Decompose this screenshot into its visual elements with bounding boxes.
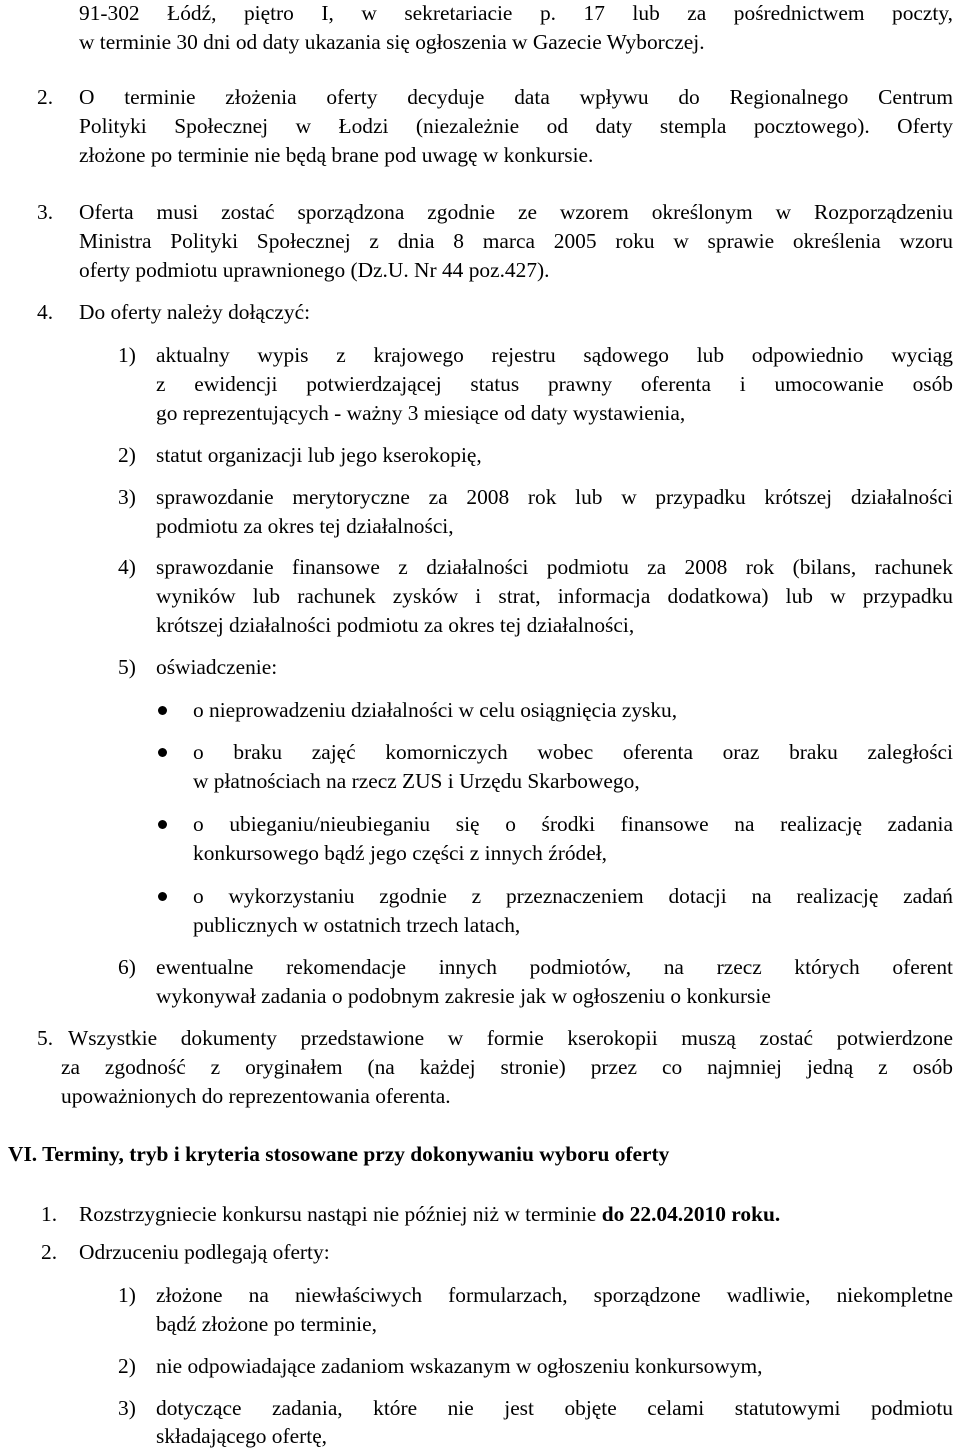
text-line: publicznych w ostatnich trzech latach, (193, 913, 521, 937)
section-heading: VI. Terminy, tryb i kryteria stosowane przy dokonywaniu wyboru oferty (8, 1142, 670, 1166)
list-number: 2) (118, 443, 136, 467)
text-line: Odrzuceniu podlegają oferty: (79, 1240, 330, 1264)
paragraph-number: 3. (37, 200, 54, 224)
text-line: o braku zajęć komorniczych wobec oferenta oraz braku zaległości (193, 740, 953, 764)
text-line: ewentualne rekomendacje innych podmiotów, na rzecz których oferent (156, 955, 953, 979)
text-line: Oferta musi zostać sporządzona zgodnie ze wzorem określonym w Rozporządzeniu (79, 200, 953, 224)
text-line: bądź złożone po terminie, (156, 1312, 377, 1336)
text-line: w terminie 30 dni od daty ukazania się ogłoszenia w Gazecie Wyborczej. (79, 30, 705, 54)
bullet-icon (158, 820, 167, 829)
list-number: 3) (118, 1396, 136, 1420)
text-line: go reprezentujących - ważny 3 miesiące od daty wystawienia, (156, 401, 686, 425)
text-line: z ewidencji potwierdzającej status prawny oferenta i umocowanie osób (156, 372, 953, 396)
paragraph-number: 2. (41, 1240, 58, 1264)
paragraph-number: 4. (37, 300, 54, 324)
text-line: O terminie złożenia oferty decyduje data wpływu do Regionalnego Centrum (79, 85, 953, 109)
list-number: 5) (118, 655, 136, 679)
text-line: wykonywał zadania o podobnym zakresie jak w ogłoszeniu o konkursie (156, 984, 771, 1008)
text-line: nie odpowiadające zadaniom wskazanym w ogłoszeniu konkursowym, (156, 1354, 763, 1378)
text-line: sprawozdanie finansowe z działalności podmiotu za 2008 rok (bilans, rachunek (156, 555, 953, 579)
text-line: złożone na niewłaściwych formularzach, sporządzone wadliwie, niekompletne (156, 1283, 953, 1307)
text-line: dotyczące zadania, które nie jest objęte celami statutowymi podmiotu (156, 1396, 953, 1420)
text-line: o wykorzystaniu zgodnie z przeznaczeniem dotacji na realizację zadań (193, 884, 953, 908)
bullet-icon (158, 892, 167, 901)
paragraph-number: 1. (41, 1202, 58, 1226)
text-line: krótszej działalności podmiotu za okres tej działalności, (156, 613, 635, 637)
s1-text: Rozstrzygniecie konkursu nastąpi nie później niż w terminie (79, 1202, 602, 1226)
text-line: Wszystkie dokumenty przedstawione w formie kserokopii muszą zostać potwierdzone (68, 1026, 953, 1050)
text-line: o ubieganiu/nieubieganiu się o środki finansowe na realizację zadania (193, 812, 953, 836)
list-number: 3) (118, 485, 136, 509)
text-line (79, 1200, 780, 1230)
text-line: za zgodność z oryginałem (na każdej stronie) przez co najmniej jedną z osób (61, 1055, 953, 1079)
text-line: Ministra Polityki Społecznej z dnia 8 marca 2005 roku w sprawie określenia wzoru (79, 229, 953, 253)
list-number: 2) (118, 1354, 136, 1378)
deadline-date: do 22.04.2010 roku. (601, 1202, 781, 1226)
text-line: konkursowego bądź jego części z innych źródeł, (193, 841, 607, 865)
text-line: złożone po terminie nie będą brane pod uwagę w konkursie. (79, 143, 594, 167)
paragraph-number: 5. (37, 1026, 54, 1050)
text-line: 91-302 Łódź, piętro I, w sekretariacie p. 17 lub za pośrednictwem poczty, (79, 1, 953, 25)
text-line: upoważnionych do reprezentowania oferenta. (61, 1084, 451, 1108)
text-line: statut organizacji lub jego kserokopię, (156, 443, 482, 467)
text-line: o nieprowadzeniu działalności w celu osiągnięcia zysku, (193, 698, 678, 722)
text-line: oferty podmiotu uprawnionego (Dz.U. Nr 44 poz.427). (79, 258, 550, 282)
text-line: sprawozdanie merytoryczne za 2008 rok lub w przypadku krótszej działalności (156, 485, 953, 509)
list-number: 6) (118, 955, 136, 979)
list-number: 1) (118, 1283, 136, 1307)
paragraph-number: 2. (37, 85, 54, 109)
text-line: aktualny wypis z krajowego rejestru sądowego lub odpowiednio wyciąg (156, 343, 953, 367)
text-line: Polityki Społecznej w Łodzi (niezależnie od daty stempla pocztowego). Oferty (79, 114, 953, 138)
list-number: 1) (118, 343, 136, 367)
list-number: 4) (118, 555, 136, 579)
bullet-icon (158, 748, 167, 757)
text-line: składającego ofertę, (156, 1424, 328, 1448)
paragraph-title: Do oferty należy dołączyć: (79, 300, 311, 324)
text-line: podmiotu za okres tej działalności, (156, 514, 454, 538)
text-line: oświadczenie: (156, 655, 278, 679)
bullet-icon (158, 706, 167, 715)
text-line: w płatnościach na rzecz ZUS i Urzędu Skarbowego, (193, 769, 640, 793)
text-line: wyników lub rachunek zysków i strat, informacja dodatkowa) lub w przypadku (156, 584, 953, 608)
